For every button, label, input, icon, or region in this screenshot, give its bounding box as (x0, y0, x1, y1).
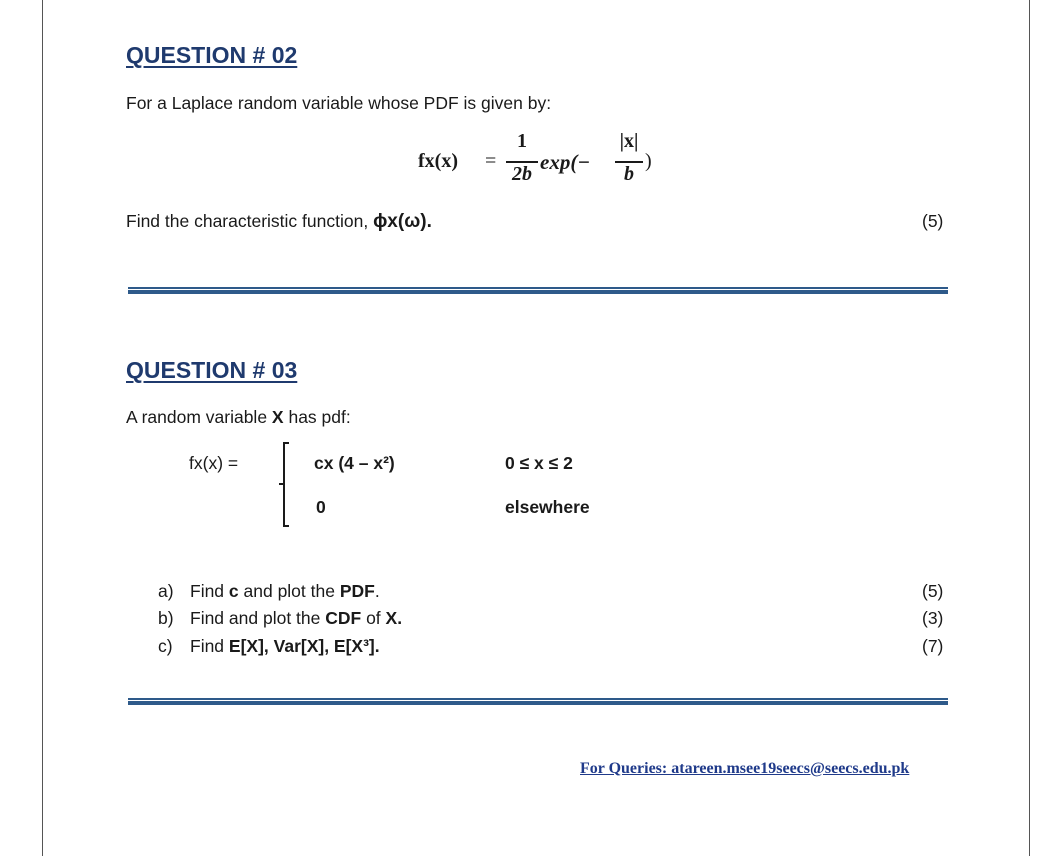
part-b-seg: . (397, 608, 403, 628)
intro-text-c: has pdf: (283, 407, 351, 427)
part-a-seg: and plot the (238, 581, 340, 601)
question-02-title: QUESTION # 02 (126, 42, 298, 68)
part-a-seg: Find (190, 581, 229, 601)
brace-middle-tick (279, 483, 285, 485)
part-a-seg: . (374, 581, 380, 601)
case2-expression: 0 (316, 497, 326, 517)
part-c-seg-bold: E[X], Var[X], E[X³] (228, 636, 375, 656)
part-a-text (190, 581, 380, 602)
pdf-lhs: fx(x) = (189, 453, 239, 473)
case2-condition: elsewhere (505, 497, 590, 517)
frac1-numerator: 1 (517, 130, 527, 152)
question-02-intro: For a Laplace random variable whose PDF is given by: (126, 93, 552, 113)
intro-variable: X (271, 407, 284, 427)
brace-bottom-tick (283, 525, 289, 527)
part-b-seg-bold: X (385, 608, 398, 628)
case1-expression: cx (4 – x²) (314, 453, 395, 473)
part-b-seg: of (361, 608, 386, 628)
formula-close-paren: ) (645, 150, 652, 172)
part-c-label: c) (158, 636, 173, 656)
part-a-seg-bold: c (228, 581, 239, 601)
section-divider-bottom (128, 698, 948, 705)
section-divider (128, 287, 948, 294)
question-03-title: QUESTION # 03 (126, 357, 298, 383)
case1-condition: 0 ≤ x ≤ 2 (505, 453, 573, 473)
intro-text-a: A random variable (126, 407, 272, 427)
frac1-denominator: 2b (512, 163, 532, 185)
task-text: Find the characteristic function, (126, 211, 374, 231)
part-b-label: b) (158, 608, 174, 628)
question-02-task (126, 211, 432, 233)
characteristic-function-symbol: ϕx(ω). (373, 211, 432, 232)
part-b-seg-bold: CDF (325, 608, 362, 628)
part-a-seg-bold: PDF (339, 581, 375, 601)
formula-equals: = (485, 150, 497, 172)
part-b-seg: Find and plot the (190, 608, 326, 628)
part-a-label: a) (158, 581, 174, 601)
part-b-marks: (3) (922, 608, 944, 628)
part-c-seg: Find (190, 636, 229, 656)
question-03-intro (126, 407, 351, 428)
part-c-text (190, 636, 380, 657)
document-page (42, 0, 1030, 856)
footer-queries (568, 760, 909, 778)
brace-top-tick (283, 442, 289, 444)
part-c-seg: . (374, 636, 380, 656)
formula-exp: exp(− (540, 150, 591, 174)
queries-email-link[interactable]: For Queries: atareen.msee19seecs@seecs.edu.pk (580, 760, 910, 777)
formula-lhs: fx(x) (418, 150, 458, 172)
frac2-denominator: b (624, 163, 634, 185)
part-a-marks: (5) (922, 581, 944, 601)
frac2-numerator: |x| (619, 130, 639, 152)
question-02-marks: (5) (922, 211, 944, 231)
part-b-text (190, 608, 402, 629)
part-c-marks: (7) (922, 636, 944, 656)
